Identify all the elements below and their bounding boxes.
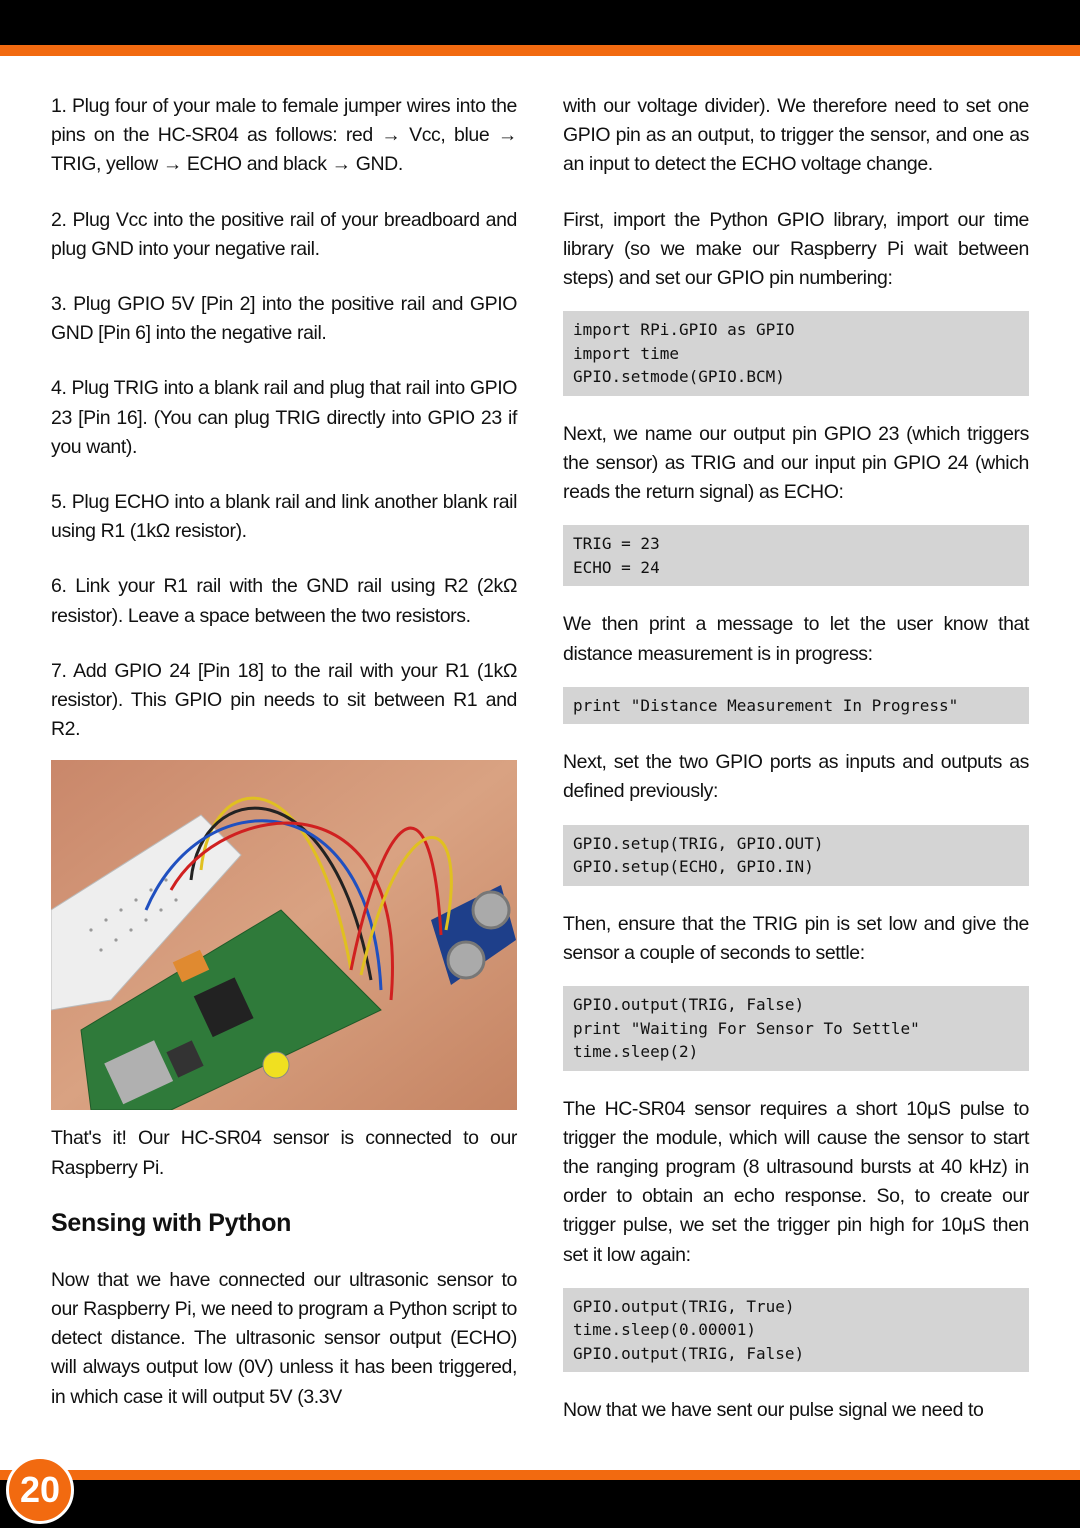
paragraph-5: Next, set the two GPIO ports as inputs and outputs as defined previously: xyxy=(563,751,1029,803)
header-bar xyxy=(0,0,1080,48)
section-heading: Sensing with Python xyxy=(51,1208,292,1237)
code-block-6: GPIO.output(TRIG, True) time.sleep(0.00001) GPIO.output(TRIG, False) xyxy=(563,1288,1029,1373)
code-block-4: GPIO.setup(TRIG, GPIO.OUT) GPIO.setup(ECHO, GPIO.IN) xyxy=(563,825,1029,886)
code-block-2: TRIG = 23 ECHO = 24 xyxy=(563,525,1029,586)
paragraph-4: We then print a message to let the user know that distance measurement is in progress: xyxy=(563,613,1029,665)
right-column xyxy=(563,92,1029,1451)
page-number-badge: 20 xyxy=(6,1456,74,1524)
step-6: 6. Link your R1 rail with the GND rail using R2 (2kΩ resistor). Leave a space between the two resistors. xyxy=(51,575,517,627)
step-5: 5. Plug ECHO into a blank rail and link another blank rail using R1 (1kΩ resistor). xyxy=(51,491,517,543)
intro-paragraph: Now that we have connected our ultrasonic sensor to our Raspberry Pi, we need to program a Python script to detect distance. The ultrasonic sensor output (ECHO) will always output low (0V) unless it has been triggered, in which case it will output 5V (3.3V xyxy=(51,1268,517,1408)
left-column xyxy=(51,92,517,1438)
raspberry-pi-wiring-photo xyxy=(51,760,517,1110)
paragraph-6: Then, ensure that the TRIG pin is set low and give the sensor a couple of seconds to settle: xyxy=(563,912,1029,964)
code-block-5: GPIO.output(TRIG, False) print "Waiting For Sensor To Settle" time.sleep(2) xyxy=(563,986,1029,1071)
paragraph-2: First, import the Python GPIO library, import our time library (so we make our Raspberry Pi wait between steps) and set our GPIO pin numbering: xyxy=(563,208,1029,290)
paragraph-7: The HC-SR04 sensor requires a short 10μS pulse to trigger the module, which will cause the sensor to start the ranging program (8 ultrasound bursts at 40 kHz) in order to obtain an echo response. So, to create our trigger pulse, we set the trigger pin high for 10μS then set it low again: xyxy=(563,1097,1029,1266)
step-7: 7. Add GPIO 24 [Pin 18] to the rail with your R1 (1kΩ resistor). This GPIO pin needs to sit between R1 and R2. xyxy=(51,659,517,741)
footer-bar xyxy=(0,1480,1080,1528)
step-1: 1. Plug four of your male to female jumper wires into the pins on the HC-SR04 as follows: red → Vcc, blue → TRIG, yellow → ECHO and black → GND. xyxy=(51,95,517,176)
code-block-1: import RPi.GPIO as GPIO import time GPIO.setmode(GPIO.BCM) xyxy=(563,311,1029,396)
paragraph-8: Now that we have sent our pulse signal we need to xyxy=(563,1399,984,1422)
step-3: 3. Plug GPIO 5V [Pin 2] into the positive rail and GPIO GND [Pin 6] into the negative rail. xyxy=(51,293,517,345)
header-accent-stripe xyxy=(0,45,1080,56)
photo-caption: That's it! Our HC-SR04 sensor is connected to our Raspberry Pi. xyxy=(51,1127,517,1179)
code-block-3: print "Distance Measurement In Progress" xyxy=(563,687,1029,725)
step-4: 4. Plug TRIG into a blank rail and plug that rail into GPIO 23 [Pin 16]. (You can plug TRIG directly into GPIO 23 if you want). xyxy=(51,377,517,458)
paragraph-1: with our voltage divider). We therefore need to set one GPIO pin as an output, to trigger the sensor, and one as an input to detect the ECHO voltage change. xyxy=(563,95,1029,176)
step-2: 2. Plug Vcc into the positive rail of your breadboard and plug GND into your negative rail. xyxy=(51,208,517,260)
paragraph-3: Next, we name our output pin GPIO 23 (which triggers the sensor) as TRIG and our input pin GPIO 24 (which reads the return signal) as ECHO: xyxy=(563,422,1029,504)
